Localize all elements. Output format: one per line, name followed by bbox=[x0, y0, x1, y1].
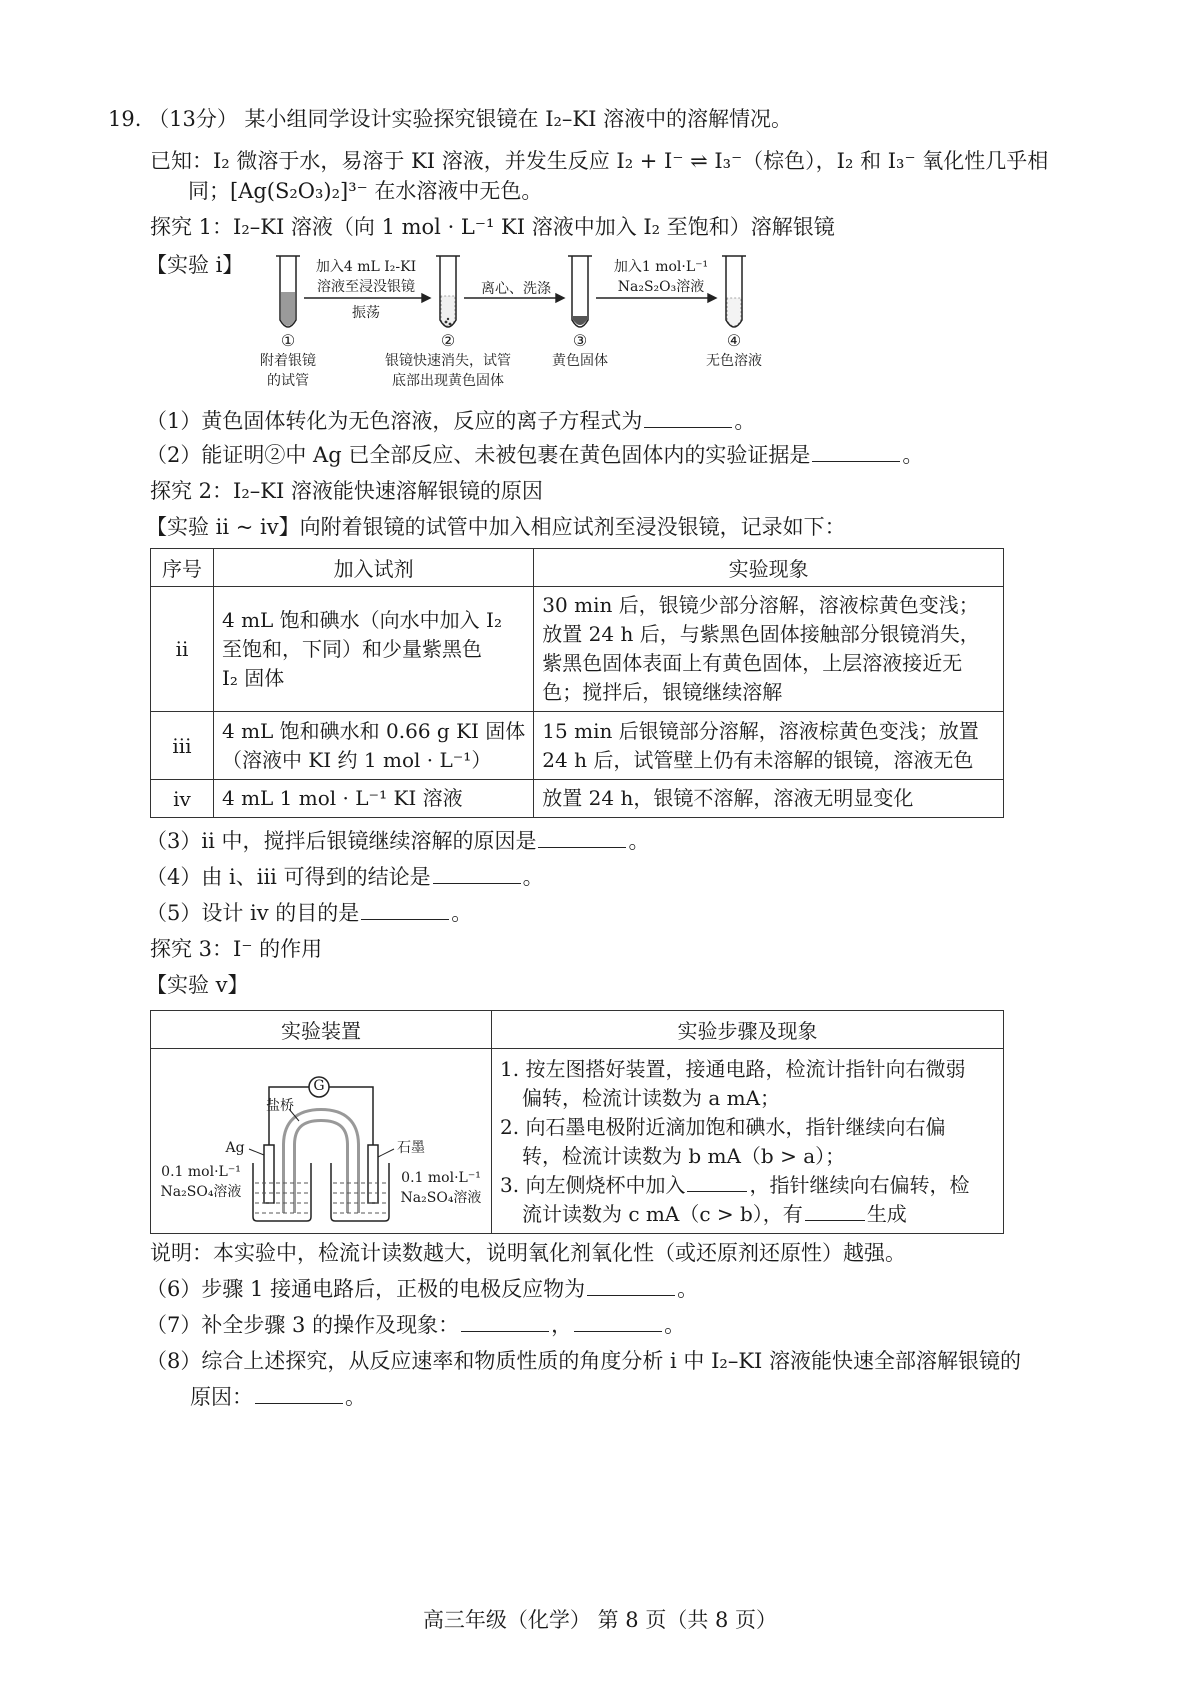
graphite-electrode bbox=[368, 1145, 378, 1203]
steps-cell bbox=[492, 1049, 1004, 1234]
row-id: iv bbox=[151, 780, 214, 818]
apparatus-figure bbox=[151, 1053, 491, 1229]
exp-i-label: 【实验 i】 bbox=[146, 253, 244, 277]
row-phenomenon: 30 min 后，银镜少部分溶解，溶液棕黄色变浅； 放置 24 h 后，与紫黑色固体接触部分银镜消失， 紫黑色固体表面上有黄色固体，上层溶液接近无 色；搅拌后，银镜继续溶解 bbox=[534, 587, 1004, 712]
answer-blank-8[interactable] bbox=[255, 1383, 343, 1404]
ag-label: Ag bbox=[225, 1140, 245, 1156]
row-id: ii bbox=[151, 587, 214, 712]
left-solution-conc: 0.1 mol·L⁻¹ bbox=[161, 1164, 241, 1180]
arrow1-label-top2: 溶液至浸没银镜 bbox=[317, 279, 415, 295]
tube-2-caption-1: 银镜快速消失，试管 bbox=[385, 353, 511, 369]
row-reagent: 4 mL 饱和碘水（向水中加入 I₂ 至饱和，下同）和少量紫黑色 I₂ 固体 bbox=[214, 587, 534, 712]
question-3: （3）ii 中，搅拌后银镜继续溶解的原因是 。 bbox=[146, 829, 650, 853]
answer-blank-7b[interactable] bbox=[574, 1311, 662, 1332]
answer-blank-step3-product[interactable] bbox=[805, 1200, 865, 1221]
question-title: 某小组同学设计实验探究银镜在 I₂–KI 溶液中的溶解情况。 bbox=[244, 107, 793, 131]
step-3-line-2: 流计读数为 c mA（c > b），有 生成 bbox=[522, 1202, 907, 1226]
question-score: （13分） bbox=[148, 107, 238, 131]
step-2-line-1: 2. 向石墨电极附近滴加饱和碘水，指针继续向右偏 bbox=[500, 1115, 946, 1139]
tube-3-number: ③ bbox=[572, 331, 588, 350]
exp-ii-iv-label: 【实验 ii ~ iv】向附着银镜的试管中加入相应试剂至浸没银镜，记录如下： bbox=[146, 515, 846, 539]
question-8-line-1: （8）综合上述探究，从反应速率和物质性质的角度分析 i 中 I₂–KI 溶液能快速全部溶解银镜的 bbox=[146, 1349, 1021, 1373]
answer-blank-5[interactable] bbox=[361, 899, 449, 920]
explore1-title: 探究 1：I₂–KI 溶液（向 1 mol · L⁻¹ KI 溶液中加入 I₂ 至饱和）溶解银镜 bbox=[150, 215, 835, 239]
experiment-table bbox=[150, 548, 1004, 818]
table-row bbox=[151, 587, 1004, 712]
salt-bridge-tube bbox=[289, 1115, 353, 1213]
tube-4-number: ④ bbox=[726, 331, 742, 350]
explore2-title: 探究 2：I₂–KI 溶液能快速溶解银镜的原因 bbox=[150, 479, 543, 503]
question-7: （7）补全步骤 3 的操作及现象： ， 。 bbox=[146, 1313, 686, 1337]
known-line-2: 同；[Ag(S₂O₃)₂]³⁻ 在水溶液中无色。 bbox=[188, 179, 543, 203]
tube-4-caption: 无色溶液 bbox=[706, 353, 762, 369]
row-phenomenon: 放置 24 h，银镜不溶解，溶液无明显变化 bbox=[534, 780, 1004, 818]
right-solution-name: Na₂SO₄溶液 bbox=[400, 1190, 482, 1206]
step-1-line-2: 偏转，检流计读数为 a mA； bbox=[522, 1086, 781, 1110]
row-phenomenon: 15 min 后银镜部分溶解，溶液棕黄色变浅；放置 24 h 后，试管壁上仍有未溶解的银镜，溶液无色 bbox=[534, 712, 1004, 780]
tube-1-number: ① bbox=[280, 331, 296, 350]
question-number: 19. bbox=[108, 107, 142, 131]
tube-1-caption-2: 的试管 bbox=[267, 373, 309, 389]
question-6: （6）步骤 1 接通电路后，正极的电极反应物为 。 bbox=[146, 1277, 699, 1301]
step-3-line-1: 3. 向左侧烧杯中加入 ，指针继续向右偏转，检 bbox=[500, 1173, 970, 1197]
tube-3-caption: 黄色固体 bbox=[552, 353, 608, 369]
tube-2-number: ② bbox=[440, 331, 456, 350]
question-header bbox=[108, 104, 792, 134]
tube-2-caption-2: 底部出现黄色固体 bbox=[392, 373, 504, 389]
answer-blank-4[interactable] bbox=[433, 863, 521, 884]
page-footer: 高三年级（化学） 第 8 页（共 8 页） bbox=[422, 1608, 778, 1632]
table-header-row bbox=[151, 549, 1004, 587]
step-2-line-2: 转，检流计读数为 b mA（b > a）； bbox=[522, 1144, 846, 1168]
table-row bbox=[151, 712, 1004, 780]
right-solution-conc: 0.1 mol·L⁻¹ bbox=[401, 1170, 481, 1186]
table-row bbox=[151, 780, 1004, 818]
table-header-id: 序号 bbox=[151, 549, 214, 587]
table-header-row bbox=[151, 1011, 1004, 1049]
answer-blank-7a[interactable] bbox=[461, 1311, 549, 1332]
row-reagent: 4 mL 1 mol · L⁻¹ KI 溶液 bbox=[214, 780, 534, 818]
answer-blank-6[interactable] bbox=[587, 1275, 675, 1296]
table-header-phenomenon: 实验现象 bbox=[534, 549, 1004, 587]
question-1: （1）黄色固体转化为无色溶液，反应的离子方程式为 。 bbox=[146, 409, 756, 433]
known-line-1: 已知：I₂ 微溶于水，易溶于 KI 溶液，并发生反应 I₂ + I⁻ ⇌ I₃⁻（棕色），I₂ 和 I₃⁻ 氧化性几乎相 bbox=[150, 149, 1049, 173]
left-solution-name: Na₂SO₄溶液 bbox=[160, 1184, 242, 1200]
row-id: iii bbox=[151, 712, 214, 780]
explore3-title: 探究 3：I⁻ 的作用 bbox=[150, 937, 323, 961]
experiment-v-table bbox=[150, 1010, 1004, 1234]
galvanometer-label: G bbox=[313, 1078, 325, 1094]
graphite-label: 石墨 bbox=[397, 1140, 425, 1156]
arrow1-label-bottom: 振荡 bbox=[352, 305, 380, 321]
salt-bridge-label: 盐桥 bbox=[266, 1098, 294, 1114]
step-1-line-1: 1. 按左图搭好装置，接通电路，检流计指针向右微弱 bbox=[500, 1057, 966, 1081]
note: 说明：本实验中，检流计读数越大，说明氧化剂氧化性（或还原剂还原性）越强。 bbox=[150, 1241, 906, 1265]
question-4: （4）由 i、iii 可得到的结论是 。 bbox=[146, 865, 544, 889]
question-2: （2）能证明②中 Ag 已全部反应、未被包裹在黄色固体内的实验证据是 。 bbox=[146, 443, 924, 467]
table-header-steps: 实验步骤及现象 bbox=[492, 1011, 1004, 1049]
answer-blank-step3-reagent[interactable] bbox=[687, 1171, 747, 1192]
arrow3-label-top2: Na₂S₂O₃溶液 bbox=[617, 279, 705, 295]
answer-blank-1[interactable] bbox=[644, 407, 732, 428]
table-header-apparatus: 实验装置 bbox=[151, 1011, 492, 1049]
apparatus-cell bbox=[151, 1049, 492, 1234]
answer-blank-3[interactable] bbox=[538, 827, 626, 848]
ag-electrode bbox=[264, 1145, 274, 1203]
question-5: （5）设计 iv 的目的是 。 bbox=[146, 901, 473, 925]
arrow3-label-top1: 加入1 mol·L⁻¹ bbox=[613, 259, 709, 275]
answer-blank-2[interactable] bbox=[812, 441, 900, 462]
arrow1-label-top1: 加入4 mL I₂-KI bbox=[315, 259, 417, 275]
row-reagent: 4 mL 饱和碘水和 0.66 g KI 固体 （溶液中 KI 约 1 mol · L⁻¹） bbox=[214, 712, 534, 780]
arrow2-label: 离心、洗涤 bbox=[481, 281, 551, 297]
question-8-line-2: 原因： 。 bbox=[190, 1385, 366, 1409]
table-header-reagent: 加入试剂 bbox=[214, 549, 534, 587]
exp-v-label: 【实验 v】 bbox=[146, 973, 249, 997]
table-row bbox=[151, 1049, 1004, 1234]
tube-1-caption-1: 附着银镜 bbox=[260, 353, 316, 369]
